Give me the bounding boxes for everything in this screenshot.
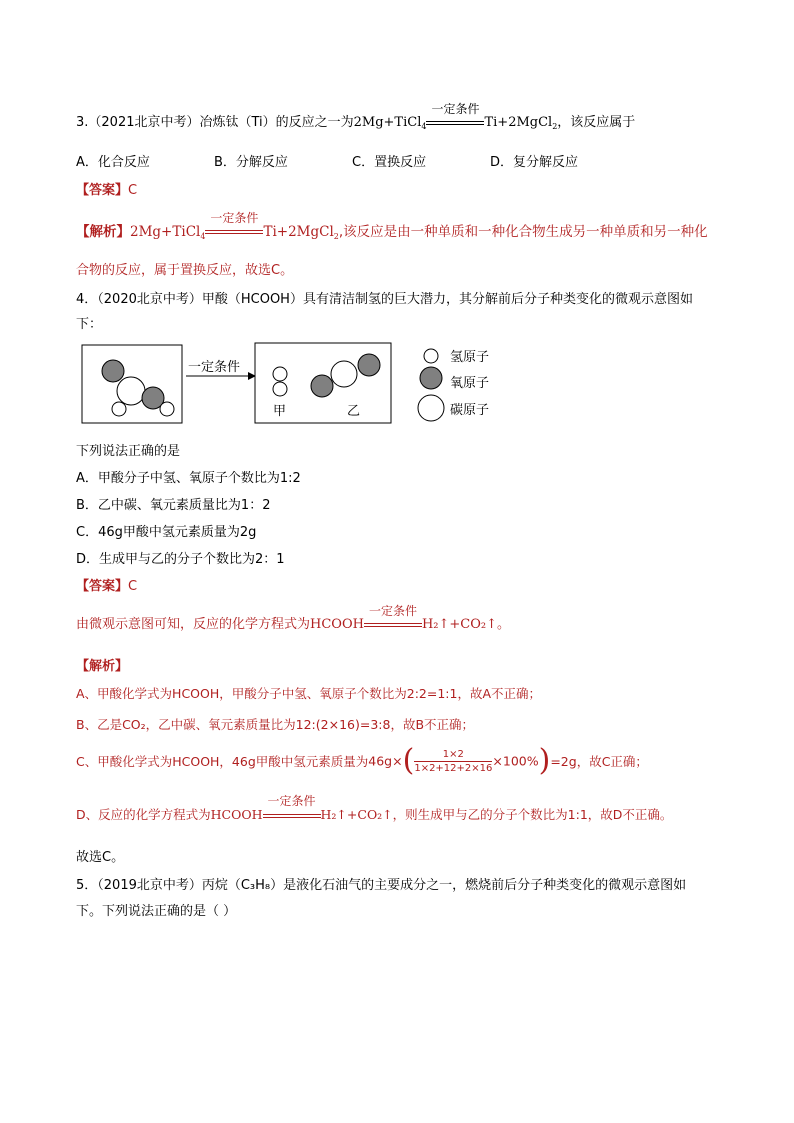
q3-analysis-label: 【解析】 [76,224,130,240]
legend-hydrogen-icon [424,349,438,363]
q3-analysis-lhs-sub: 4 [200,232,206,241]
q3-analysis-text2: 合物的反应，属于置换反应，故选C。 [76,263,294,278]
legend-oxygen-icon [420,367,442,389]
product-hydrogen-atom-1 [273,367,287,381]
q4-answer-label: 【答案】 [76,579,129,594]
product-b-label: 乙 [347,404,361,419]
q4-conclusion: 故选C。 [76,850,125,865]
q3-lhs-formula: 2Mg+TiCl [353,115,422,130]
q4-answer [76,575,137,594]
q4-stem-2: 下： [76,317,103,332]
q3-option-d: D．复分解反应 [490,155,579,170]
q3-prefix: 3.（2021北京中考）冶炼钛（Ti）的反应之一为 [76,115,354,130]
q4-eq-lhs: HCOOH [310,617,364,632]
q4-c-numerator: 1×2 [414,748,492,762]
q4-d-condition: 一定条件 [267,794,316,808]
legend-carbon-icon [418,395,444,421]
reactant-carbon-atom [117,377,145,405]
q4-c-fraction [414,748,492,775]
q4-eq-arrow [364,604,422,632]
q4-d-arrow [263,794,321,822]
q3-rhs [484,115,557,130]
q3-rhs-formula: Ti+2MgCl [484,115,553,130]
q4-analysis-b: B、乙是CO₂，乙中碳、氧元素质量比为12:(2×16)=3:8，故B不正确； [76,717,475,732]
legend-carbon-label: 碳原子 [450,403,490,418]
q4-d-rhs: H₂↑+CO₂↑ [320,807,393,822]
q3-analysis-rhs [263,224,338,240]
q4-c-result: =2g，故C正确； [550,754,648,769]
q4-eq-condition: 一定条件 [368,604,417,618]
q3-condition-arrow [426,102,484,130]
product-a-label: 甲 [273,404,287,419]
q4-option-d: D．生成甲与乙的分子个数比为2：1 [76,552,285,567]
q5-stem-1: 5．（2019北京中考）丙烷（C₃H₈）是液化石油气的主要成分之一，燃烧前后分子种类变化的微观示意图如 [76,878,687,893]
q3-answer-label: 【答案】 [76,183,129,198]
q4-analysis-c: C、甲酸化学式为HCOOH，46g甲酸中氢元素质量为46g×( $\frac{1\times 2}{1\times 2+12+2\times 16}$ ×100%)=2g，故C正确； [76,743,648,778]
q4-equation-line [76,604,510,632]
reactant-hydrogen-atom-1 [112,402,126,416]
q5-stem-2: 下。下列说法正确的是（ ） [76,904,237,919]
product-hydrogen-atom-2 [273,382,287,396]
q4-stem-1: 4．（2020北京中考）甲酸（HCOOH）具有清洁制氢的巨大潜力，其分解前后分子种类变化的微观示意图如 [76,292,693,307]
q3-stem [76,102,636,131]
q4-analysis-a: A、甲酸化学式为HCOOH，甲酸分子中氢、氧原子个数比为2:2=1:1，故A不正确； [76,686,542,701]
q3-condition: 一定条件 [431,102,480,116]
reactant-hydrogen-atom-2 [160,402,174,416]
q4-eq-rhs: H₂↑+CO₂↑。 [421,617,510,632]
q4-question: 下列说法正确的是 [76,444,181,459]
q3-analysis-condition-arrow [205,211,263,240]
q3-option-b: B．分解反应 [214,155,288,170]
q3-analysis-rhs-sub: 2 [333,232,339,241]
q4-option-c: C．46g甲酸中氢元素质量为2g [76,525,257,540]
q3-analysis [76,211,708,241]
q4-d-suffix: ，则生成甲与乙的分子个数比为1:1，故D不正确。 [392,807,673,822]
q3-analysis-lhs [130,224,205,240]
q3-analysis-rhs-formula: Ti+2MgCl [263,224,334,240]
q4-d-lhs: HCOOH [210,807,263,822]
q4-answer-value: C [128,579,138,594]
q4-option-a: A．甲酸分子中氢、氧原子个数比为1:2 [76,471,301,486]
q3-lhs [354,115,427,130]
q4-c-percent: ×100% [492,753,539,769]
q4-c-mass: 46g× [368,753,403,769]
q3-analysis-text1: ,该反应是由一种单质和一种化合物生成另一种单质和另一种化 [338,224,708,240]
q3-answer-value: C [128,183,138,198]
q4-d-prefix: D、反应的化学方程式为 [76,807,211,822]
q4-c-denominator: 1×2+12+2×16 [414,762,493,774]
q4-analysis-label: 【解析】 [76,659,129,674]
legend-oxygen-label: 氧原子 [450,376,490,391]
q3-option-c: C．置换反应 [352,155,427,170]
q4-c-prefix: C、甲酸化学式为HCOOH，46g甲酸中氢元素质量为 [76,754,369,769]
reaction-arrow-label: 一定条件 [188,360,241,375]
q3-option-a: A．化合反应 [76,155,150,170]
product-carbon-atom [331,361,357,387]
q4-analysis-d [76,794,673,823]
q3-answer [76,179,137,198]
reactant-oxygen-atom-1 [102,360,124,382]
product-oxygen-atom-1 [311,375,333,397]
q4-option-b: B．乙中碳、氧元素质量比为1：2 [76,498,271,513]
legend-hydrogen-label: 氢原子 [450,350,490,365]
product-oxygen-atom-2 [358,354,380,376]
q3-analysis-condition: 一定条件 [210,211,259,225]
q4-eq-intro: 由微观示意图可知，反应的化学方程式为 [76,617,311,632]
q3-lhs-sub: 4 [421,122,427,131]
q3-analysis-lhs-formula: 2Mg+TiCl [130,224,201,240]
reaction-diagram [76,340,516,430]
q3-suffix: ，该反应属于 [557,115,636,130]
q3-rhs-sub: 2 [552,122,558,131]
